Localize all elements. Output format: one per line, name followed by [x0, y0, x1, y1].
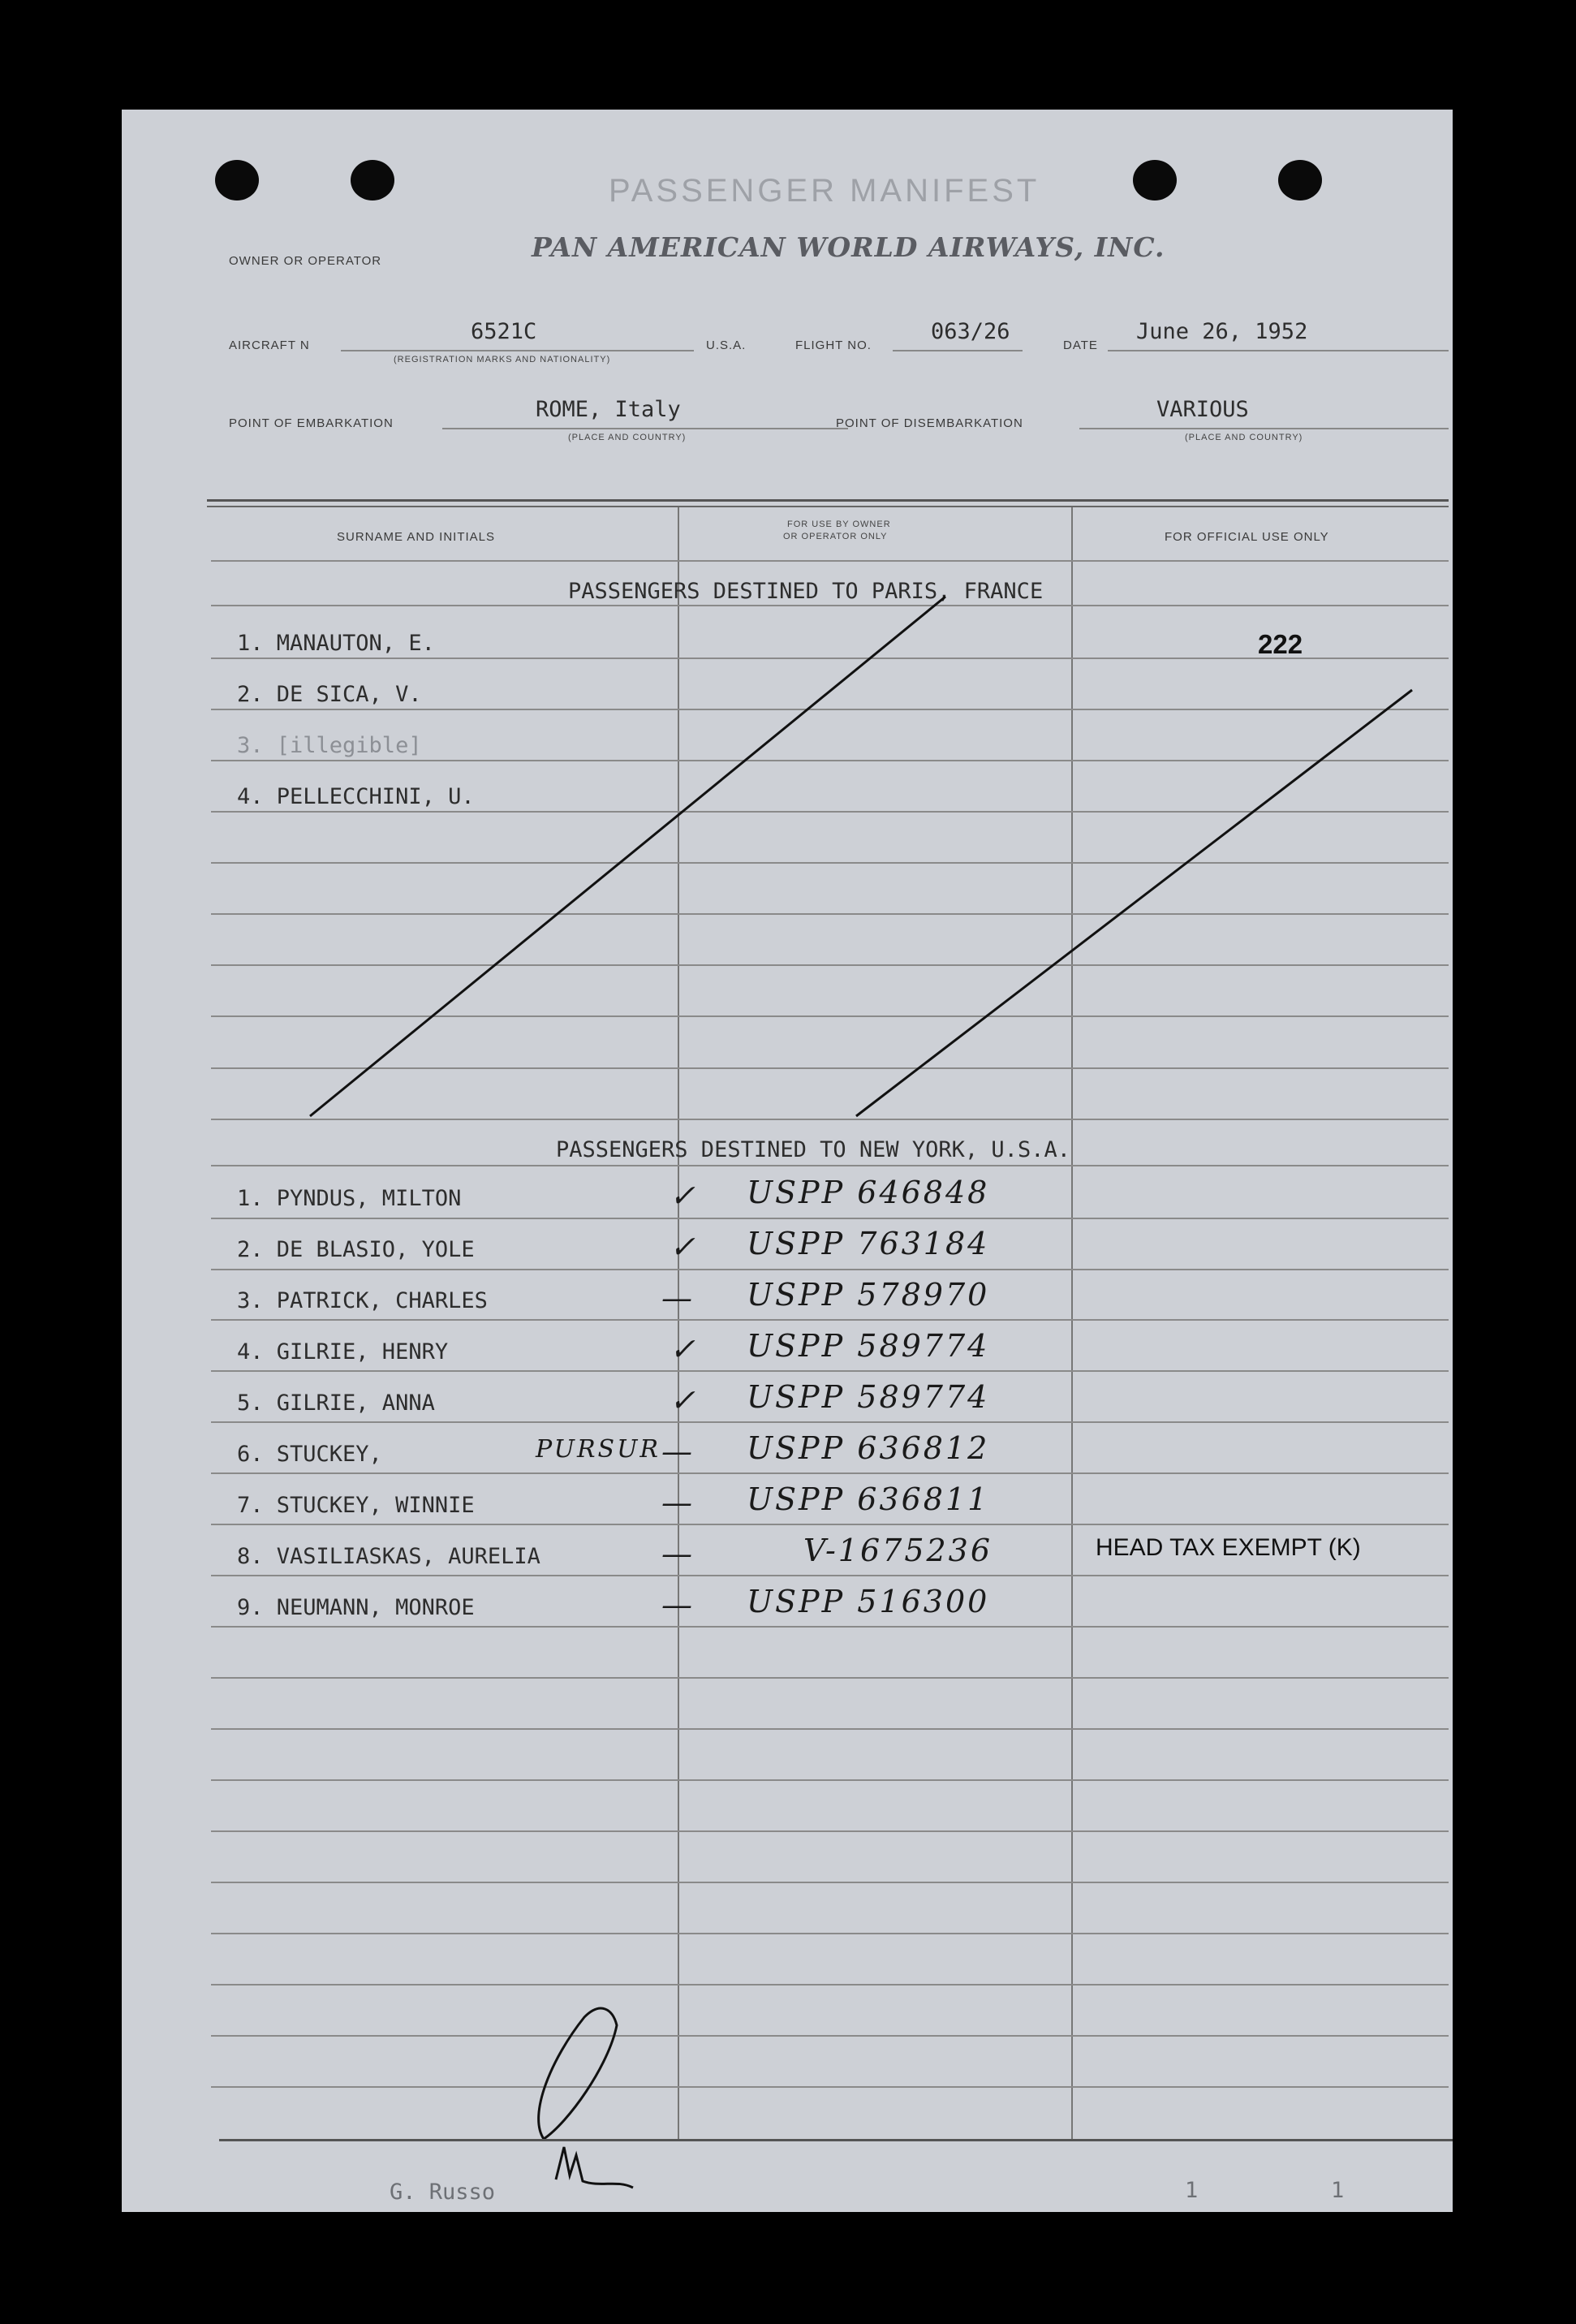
ruled-line [211, 1728, 1449, 1730]
embark-label: POINT OF EMBARKATION [229, 416, 394, 430]
passenger-row: 2. DE SICA, V. [237, 682, 422, 707]
ruled-line [211, 2035, 1449, 2037]
section-heading-paris: PASSENGERS DESTINED TO PARIS, FRANCE [568, 579, 1044, 604]
passport-number: USPP 763184 [747, 1226, 990, 1261]
ruled-line [211, 1984, 1449, 1986]
passenger-row: 2. DE BLASIO, YOLE [237, 1237, 475, 1262]
ruled-line [211, 1575, 1449, 1576]
embark-value: ROME, Italy [536, 397, 681, 422]
signature [519, 2001, 649, 2196]
passenger-row: 7. STUCKEY, WINNIE [237, 1493, 475, 1518]
signer-name: G. Russo [390, 2180, 496, 2205]
check-mark: — [661, 1587, 695, 1623]
column-header-official: FOR OFFICIAL USE ONLY [1165, 530, 1329, 544]
passenger-row: 3. [illegible] [237, 733, 422, 758]
passenger-row: 1. PYNDUS, MILTON [237, 1186, 462, 1211]
ruled-line [211, 1269, 1449, 1270]
official-note: HEAD TAX EXEMPT (K) [1096, 1534, 1361, 1561]
check-mark: — [661, 1536, 695, 1572]
disembark-value: VARIOUS [1156, 397, 1249, 422]
passenger-row: 3. PATRICK, CHARLES [237, 1288, 488, 1313]
passport-number: USPP 636812 [747, 1430, 990, 1466]
passport-number: USPP 636811 [747, 1481, 990, 1517]
ruled-line [211, 1370, 1449, 1372]
section-heading-new-york: PASSENGERS DESTINED TO NEW YORK, U.S.A. [556, 1137, 1070, 1162]
strike-line [856, 690, 1412, 1116]
passport-number: USPP 589774 [747, 1328, 990, 1364]
check-mark: ✓ [670, 1229, 698, 1265]
passenger-row: 4. GILRIE, HENRY [237, 1339, 449, 1365]
page-number: 1 [1185, 2178, 1199, 2203]
check-mark: — [661, 1280, 695, 1316]
ruled-line [211, 1677, 1449, 1679]
check-mark: ✓ [670, 1331, 698, 1367]
ruled-line [211, 1830, 1449, 1832]
disembark-label: POINT OF DISEMBARKATION [836, 416, 1023, 430]
passport-number: USPP 589774 [747, 1379, 990, 1415]
official-marker: 222 [1258, 629, 1303, 659]
strike-lines [122, 110, 1453, 1165]
column-header-owner-use: OR OPERATOR ONLY [783, 532, 888, 541]
column-header-surname: SURNAME AND INITIALS [337, 530, 496, 544]
footer-rule [219, 2139, 1453, 2141]
ruled-line [211, 1421, 1449, 1423]
form-title: PASSENGER MANIFEST [609, 173, 1040, 209]
passenger-row: 4. PELLECCHINI, U. [237, 784, 475, 809]
handwritten-note: PURSUR [536, 1435, 661, 1464]
column-header-owner-use: FOR USE BY OWNER [787, 520, 891, 529]
passport-number: USPP 516300 [747, 1584, 990, 1619]
ruled-line [211, 2086, 1449, 2088]
aircraft-label: AIRCRAFT N [229, 338, 310, 352]
passport-number: USPP 578970 [747, 1277, 990, 1313]
manifest-page [122, 110, 1453, 2212]
ruled-line [211, 1472, 1449, 1474]
ruled-line [211, 1779, 1449, 1781]
flight-value: 063/26 [931, 319, 1010, 344]
ruled-line [211, 1524, 1449, 1525]
owner-name: PAN AMERICAN WORLD AIRWAYS, INC. [532, 231, 1165, 263]
date-value: June 26, 1952 [1136, 319, 1308, 344]
ruled-line [211, 1218, 1449, 1219]
ruled-line [211, 1933, 1449, 1934]
strike-line [310, 597, 945, 1116]
ruled-line [211, 1882, 1449, 1883]
embark-subtitle: (PLACE AND COUNTRY) [568, 433, 687, 442]
aircraft-subtitle: (REGISTRATION MARKS AND NATIONALITY) [394, 355, 611, 364]
passport-number: USPP 646848 [747, 1175, 990, 1210]
usa-label: U.S.A. [706, 338, 747, 352]
check-mark: — [661, 1434, 695, 1469]
passenger-row: 8. VASILIASKAS, AURELIA [237, 1544, 540, 1569]
passenger-row: 6. STUCKEY, [237, 1442, 382, 1467]
passenger-row: 5. GILRIE, ANNA [237, 1391, 435, 1416]
check-mark: ✓ [670, 1178, 698, 1214]
ruled-line [211, 1165, 1449, 1166]
page-count: 1 [1331, 2178, 1345, 2203]
owner-label: OWNER OR OPERATOR [229, 254, 382, 268]
ruled-line [211, 1626, 1449, 1628]
aircraft-value: 6521C [471, 319, 537, 344]
check-mark: ✓ [670, 1382, 698, 1418]
passenger-row: 9. NEUMANN, MONROE [237, 1595, 475, 1620]
check-mark: — [661, 1485, 695, 1520]
flight-label: FLIGHT NO. [795, 338, 872, 352]
passport-number: V-1675236 [803, 1533, 993, 1568]
date-label: DATE [1063, 338, 1098, 352]
ruled-line [211, 1319, 1449, 1321]
disembark-subtitle: (PLACE AND COUNTRY) [1185, 433, 1303, 442]
passenger-row: 1. MANAUTON, E. [237, 631, 435, 656]
